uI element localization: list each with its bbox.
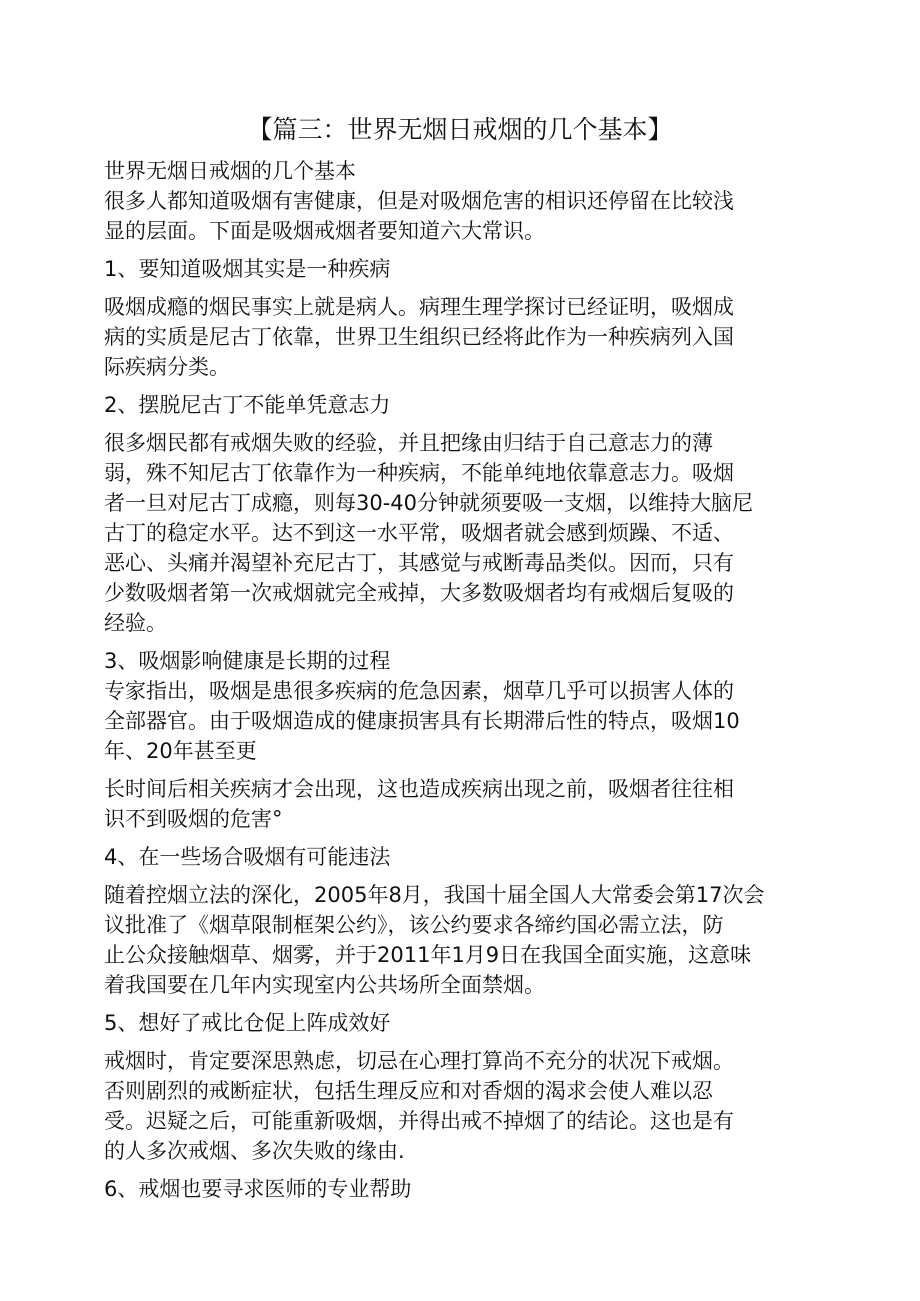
paragraph-gap: [104, 420, 824, 428]
text-line: 全部器官。由于吸烟造成的健康损害具有长期滞后性的特点，吸烟10: [104, 709, 740, 733]
paragraph-gap: [104, 284, 824, 292]
text-line: 的人多次戒烟、多次失败的缘由.: [104, 1139, 405, 1163]
paragraph-gap: [104, 872, 824, 880]
text-line: 吸烟成瘾的烟民事实上就是病人。病理生理学探讨已经证明，吸烟成: [104, 295, 734, 319]
section-heading-4: 4、在一些场合吸烟有可能违法: [104, 845, 391, 869]
text-line: 病的实质是尼古丁依靠，世界卫生组织已经将此作为一种疾病列入国: [104, 325, 734, 349]
text-line: 经验。: [104, 611, 167, 635]
text-line: 少数吸烟者第一次戒烟就完全戒掉，大多数吸烟者均有戒烟后复吸的: [104, 581, 734, 605]
subtitle-line: 世界无烟日戒烟的几个基本: [104, 159, 356, 183]
document-title: 【篇三：世界无烟日戒烟的几个基本】: [247, 115, 673, 144]
text-line: 识不到吸烟的危害°: [104, 807, 283, 831]
text-line: 着我国要在几年内实现室内公共场所全面禁烟。: [104, 973, 545, 997]
paragraph-gap: [104, 1166, 824, 1174]
text-line: 际疾病分类。: [104, 355, 230, 379]
paragraph-gap: [104, 1038, 824, 1046]
section-heading-2: 2、摆脱尼古丁不能单凭意志力: [104, 393, 391, 417]
text-line: 专家指出，吸烟是患很多疾病的危急因素，烟草几乎可以损害人体的: [104, 679, 734, 703]
text-line: 者一旦对尼古丁成瘾，则每30-40分钟就须要吸一支烟，以维持大脑尼: [104, 491, 754, 515]
text-line: 显的层面。下面是吸烟戒烟者要知道六大常识。: [104, 219, 545, 243]
paragraph-gap: [104, 834, 824, 842]
section-heading-5: 5、想好了戒比仓促上阵成效好: [104, 1011, 391, 1035]
text-line: 弱，殊不知尼古丁依靠作为一种疾病，不能单纯地依靠意志力。吸烟: [104, 461, 734, 485]
text-line: 恶心、头痛并渴望补充尼古丁，其感觉与戒断毒品类似。因而，只有: [104, 551, 734, 575]
paragraph-gap: [104, 1000, 824, 1008]
document-body: [104, 156, 824, 1204]
text-line: 年、20年甚至更: [104, 739, 257, 763]
text-line: 受。迟疑之后，可能重新吸烟，并得出戒不掉烟了的结论。这也是有: [104, 1109, 734, 1133]
text-line: 止公众接触烟草、烟雾，并于2011年1月9日在我国全面实施，这意味: [104, 943, 752, 967]
paragraph-gap: [104, 246, 824, 254]
section-heading-3: 3、吸烟影响健康是长期的过程: [104, 649, 391, 673]
section-heading-6: 6、戒烟也要寻求医师的专业帮助: [104, 1177, 412, 1201]
text-line: 否则剧烈的戒断症状，包括生理反应和对香烟的渴求会使人难以忍: [104, 1079, 713, 1103]
text-line: 很多人都知道吸烟有害健康，但是对吸烟危害的相识还停留在比较浅: [104, 189, 734, 213]
text-line: 古丁的稳定水平。达不到这一水平常，吸烟者就会感到烦躁、不适、: [104, 521, 734, 545]
section-heading-1: 1、要知道吸烟其实是一种疾病: [104, 257, 391, 281]
paragraph-gap: [104, 766, 824, 774]
text-line: 很多烟民都有戒烟失败的经验，并且把缘由归结于自己意志力的薄: [104, 431, 713, 455]
text-line: 议批准了《烟草限制框架公约》，该公约要求各缔约国必需立法，防: [104, 913, 724, 937]
text-line: 随着控烟立法的深化，2005年8月，我国十届全国人大常委会第17次会: [104, 883, 765, 907]
text-line: 戒烟时，肯定要深思熟虑，切忌在心理打算尚不充分的状况下戒烟。: [104, 1049, 734, 1073]
paragraph-gap: [104, 382, 824, 390]
paragraph-gap: [104, 638, 824, 646]
text-line: 长时间后相关疾病才会出现，这也造成疾病出现之前，吸烟者往往相: [104, 777, 734, 801]
